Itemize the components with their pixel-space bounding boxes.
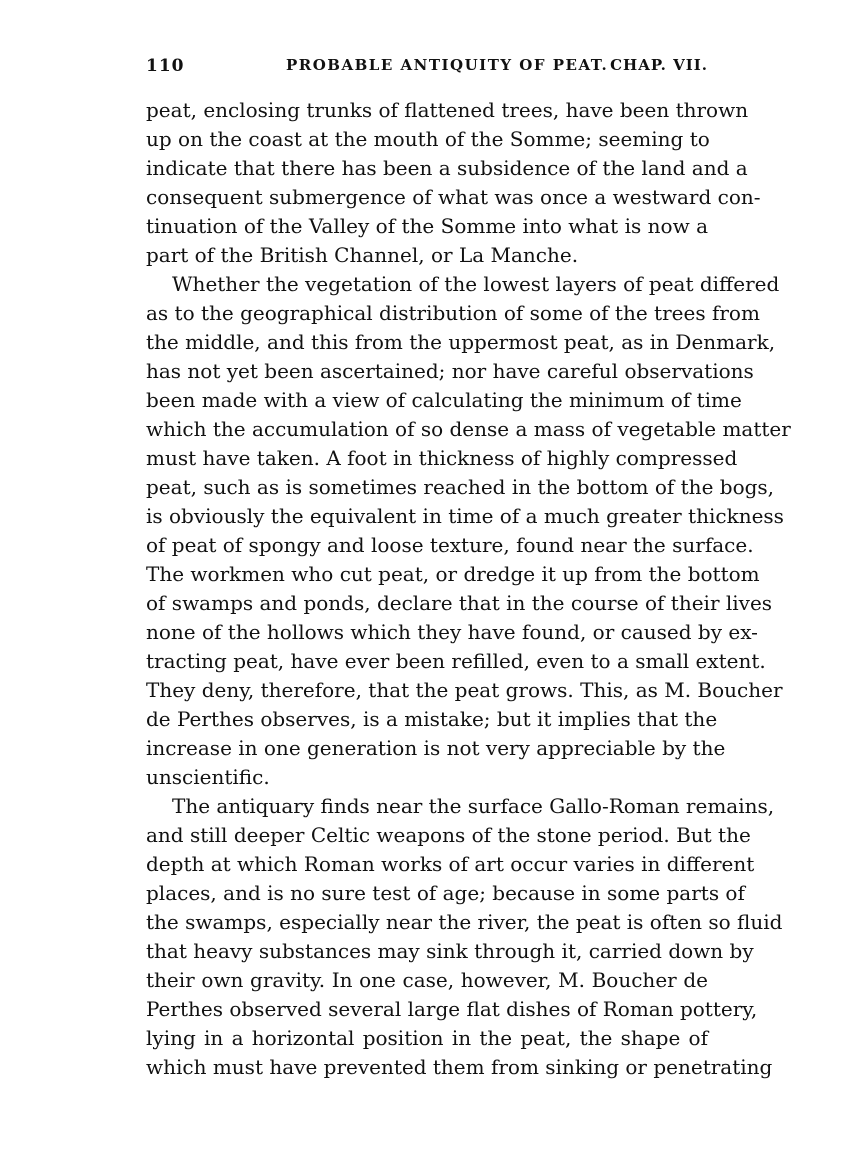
text-line: increase in one generation is not very appreciable by the (146, 736, 726, 760)
running-title: PROBABLE ANTIQUITY OF PEAT. (286, 56, 609, 74)
text-line: been made with a view of calculating the minimum of time (146, 388, 742, 412)
text-line: The workmen who cut peat, or dredge it up from the bottom (146, 562, 760, 586)
text-line: tracting peat, have ever been refilled, even to a small extent. (146, 649, 766, 673)
text-line: peat, such as is sometimes reached in the bottom of the bogs, (146, 475, 775, 499)
text-line: up on the coast at the mouth of the Somme; seeming to (146, 127, 710, 151)
paragraph-antiquary (146, 792, 783, 1082)
text-line: unscientific. (146, 765, 270, 789)
text-line: must have taken. A foot in thickness of highly compressed (146, 446, 738, 470)
text-line: consequent submergence of what was once a westward con- (146, 185, 761, 209)
paragraph-peat-growth (146, 270, 791, 792)
text-line: indicate that there has been a subsidence of the land and a (146, 156, 748, 180)
text-line: lying in a horizontal position in the peat, the shape of (146, 1026, 708, 1050)
chapter-reference: CHAP. VII. (610, 56, 708, 74)
text-line: of peat of spongy and loose texture, found near the surface. (146, 533, 754, 557)
text-line: is obviously the equivalent in time of a much greater thickness (146, 504, 784, 528)
text-line: Perthes observed several large flat dishes of Roman pottery, (146, 997, 758, 1021)
text-line: their own gravity. In one case, however, M. Boucher de (146, 968, 708, 992)
text-line: the middle, and this from the uppermost peat, as in Denmark, (146, 330, 776, 354)
running-head (146, 56, 708, 84)
page-number: 110 (146, 56, 185, 76)
text-line: the swamps, especially near the river, the peat is often so fluid (146, 910, 783, 934)
text-line: tinuation of the Valley of the Somme into what is now a (146, 214, 708, 238)
text-line: peat, enclosing trunks of flattened trees, have been thrown (146, 98, 749, 122)
text-line: as to the geographical distribution of some of the trees from (146, 301, 760, 325)
text-line: de Perthes observes, is a mistake; but it implies that the (146, 707, 718, 731)
text-line: places, and is no sure test of age; because in some parts of (146, 881, 745, 905)
text-line: has not yet been ascertained; nor have careful observations (146, 359, 754, 383)
text-line: that heavy substances may sink through it, carried down by (146, 939, 754, 963)
text-line: which must have prevented them from sinking or penetrating (146, 1055, 773, 1079)
text-line: which the accumulation of so dense a mass of vegetable matter (146, 417, 791, 441)
paragraph-continued (146, 96, 761, 270)
text-line: depth at which Roman works of art occur varies in different (146, 852, 755, 876)
text-line: part of the British Channel, or La Manche. (146, 243, 579, 267)
text-line: none of the hollows which they have found, or caused by ex- (146, 620, 758, 644)
body-text (146, 96, 791, 1082)
text-line: and still deeper Celtic weapons of the stone period. But the (146, 823, 751, 847)
text-line: of swamps and ponds, declare that in the course of their lives (146, 591, 773, 615)
text-line: They deny, therefore, that the peat grows. This, as M. Boucher (146, 678, 783, 702)
text-line: Whether the vegetation of the lowest layers of peat differed (172, 272, 780, 296)
text-line: The antiquary finds near the surface Gallo-Roman remains, (172, 794, 775, 818)
